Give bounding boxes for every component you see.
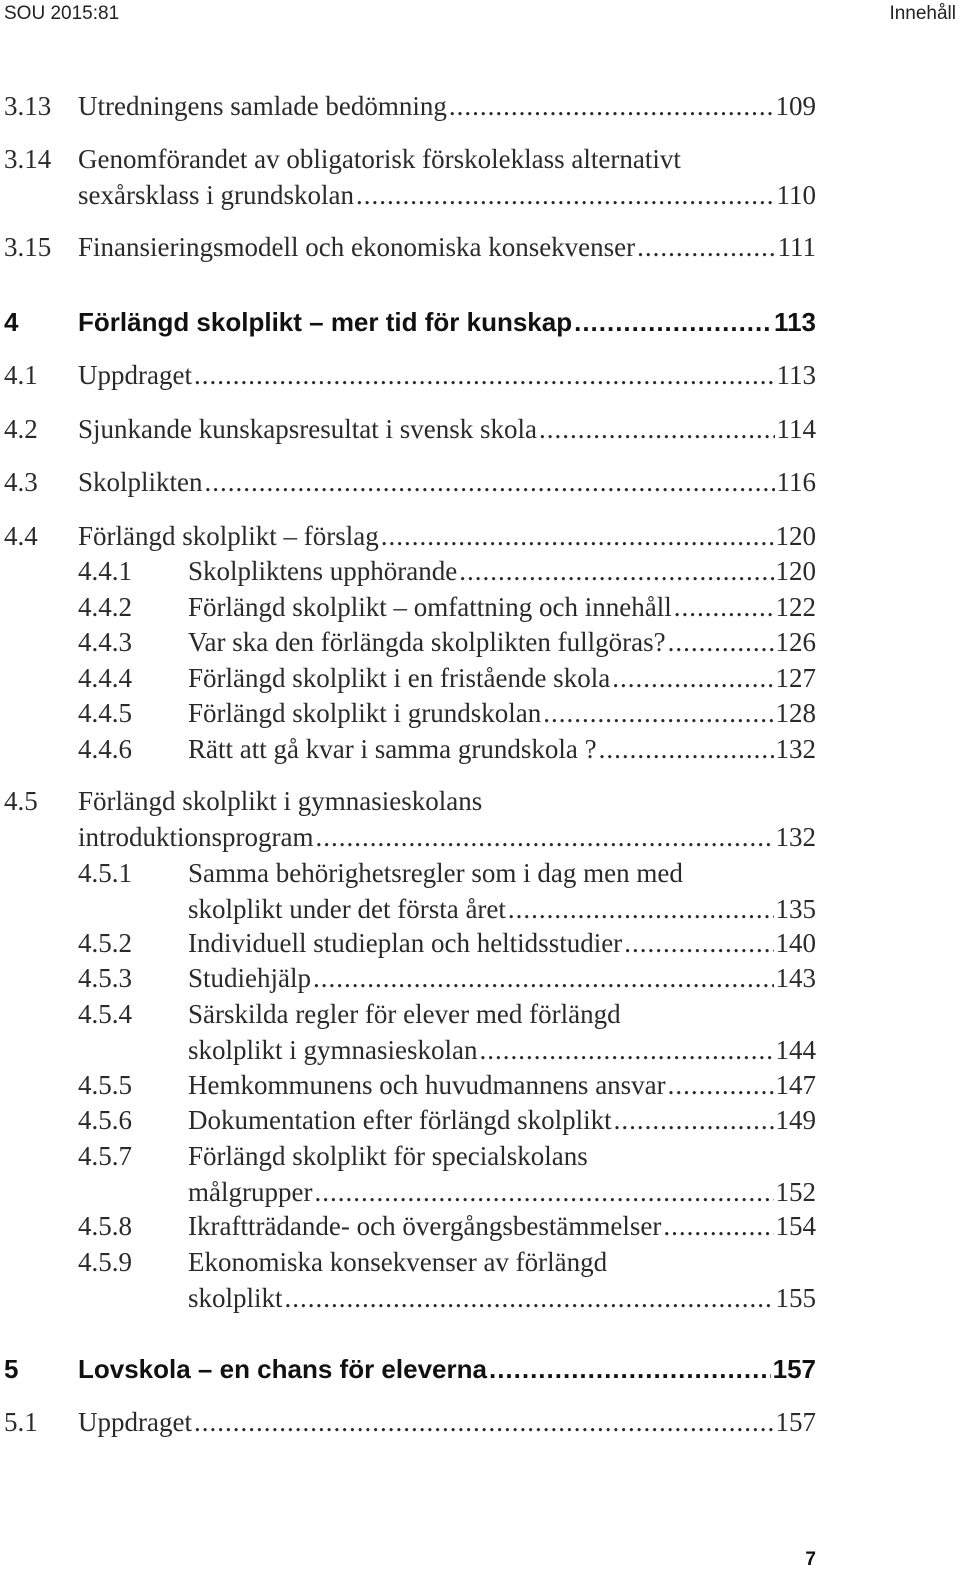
toc-leader-dots <box>480 1032 774 1068</box>
toc-entry-number: 5.1 <box>4 1407 38 1437</box>
toc-entry-number: 4 <box>4 307 19 337</box>
toc-leader-dots <box>314 1174 773 1210</box>
toc-leader-dots <box>543 695 773 731</box>
toc-entry-page: 155 <box>775 1283 816 1313</box>
toc-entry-page: 154 <box>775 1211 816 1241</box>
toc-leader-dots <box>489 1351 771 1387</box>
toc-entry-title: Var ska den förlängda skolplikten fullgöras? <box>188 627 666 657</box>
toc-entry-title: Uppdraget <box>78 1407 192 1437</box>
toc-entry-title: skolplikt i gymnasieskolan <box>188 1035 478 1065</box>
toc-entry[interactable] <box>188 1032 816 1068</box>
toc-entry-page: 152 <box>775 1177 816 1207</box>
toc-entry[interactable] <box>78 177 816 213</box>
toc-entry-title: Finansieringsmodell och ekonomiska konsekvenser <box>78 232 636 262</box>
toc-entry[interactable] <box>188 891 816 927</box>
toc-entry[interactable] <box>78 1351 816 1387</box>
toc-entry[interactable] <box>188 624 816 660</box>
toc-entry <box>188 996 816 1032</box>
toc-entry <box>188 1138 816 1174</box>
toc-entry[interactable] <box>188 925 816 961</box>
toc-entry-page: 122 <box>775 592 816 622</box>
toc-entry <box>78 783 816 819</box>
toc-entry-page: 109 <box>775 91 816 121</box>
toc-entry[interactable] <box>78 229 816 265</box>
toc-leader-dots <box>356 177 775 213</box>
toc-entry[interactable] <box>188 553 816 589</box>
toc-entry-number: 4.5.7 <box>78 1141 132 1171</box>
toc-entry-title: Hemkommunens och huvudmannens ansvar <box>188 1070 666 1100</box>
toc-leader-dots <box>194 1404 774 1440</box>
toc-entry[interactable] <box>188 589 816 625</box>
toc-entry-title: Skolpliktens upphörande <box>188 556 458 586</box>
toc-entry-page: 111 <box>777 232 816 262</box>
toc-entry-page: 110 <box>776 180 816 210</box>
toc-entry[interactable] <box>78 518 816 554</box>
page-number: 7 <box>805 1549 816 1570</box>
toc-entry <box>188 855 816 891</box>
toc-entry[interactable] <box>78 304 816 340</box>
toc-entry-page: 149 <box>775 1105 816 1135</box>
toc-leader-dots <box>614 1102 774 1138</box>
toc-entry-title: skolplikt under det första året <box>188 894 506 924</box>
toc-entry[interactable] <box>78 411 816 447</box>
toc-entry-number: 4.4.2 <box>78 592 132 622</box>
toc-entry-page: 157 <box>772 1354 816 1384</box>
toc-leader-dots <box>599 731 774 767</box>
toc-entry-page: 157 <box>775 1407 816 1437</box>
toc-entry[interactable] <box>78 88 816 124</box>
toc-leader-dots <box>574 304 772 340</box>
toc-entry-number: 4.5.2 <box>78 928 132 958</box>
toc-entry-number: 4.1 <box>4 360 38 390</box>
toc-leader-dots <box>539 411 775 447</box>
toc-entry-title: Förlängd skolplikt – mer tid för kunskap <box>78 307 573 337</box>
toc-entry-title: Förlängd skolplikt för specialskolans <box>188 1141 588 1171</box>
toc-entry-page: 140 <box>775 928 816 958</box>
running-header-left: SOU 2015:81 <box>4 3 120 24</box>
toc-entry-number: 4.3 <box>4 467 38 497</box>
toc-entry-page: 144 <box>775 1035 816 1065</box>
toc-entry-page: 114 <box>776 414 816 444</box>
toc-entry-page: 135 <box>775 894 816 924</box>
toc-entry-page: 128 <box>775 698 816 728</box>
toc-entry[interactable] <box>188 695 816 731</box>
toc-entry-title: Rätt att gå kvar i samma grundskola ? <box>188 734 597 764</box>
toc-entry-title: Förlängd skolplikt – förslag <box>78 521 379 551</box>
toc-entry-title: Studiehjälp <box>188 963 311 993</box>
toc-entry-number: 4.4.3 <box>78 627 132 657</box>
toc-entry-page: 113 <box>774 307 816 337</box>
toc-entry-number: 4.5.4 <box>78 999 132 1029</box>
toc-entry-number: 4.5.6 <box>78 1105 132 1135</box>
toc-entry-title: Uppdraget <box>78 360 192 390</box>
toc-leader-dots <box>315 819 773 855</box>
toc-entry-number: 4.5 <box>4 786 38 816</box>
toc-entry-page: 132 <box>775 822 816 852</box>
toc-entry-number: 4.5.5 <box>78 1070 132 1100</box>
toc-entry-title: Lovskola – en chans för eleverna <box>78 1354 487 1384</box>
toc-entry-number: 4.4.5 <box>78 698 132 728</box>
toc-leader-dots <box>381 518 774 554</box>
toc-entry-number: 4.4.1 <box>78 556 132 586</box>
toc-entry[interactable] <box>188 660 816 696</box>
toc-entry[interactable] <box>188 1280 816 1316</box>
toc-leader-dots <box>449 88 774 124</box>
toc-entry[interactable] <box>78 819 816 855</box>
toc-entry[interactable] <box>188 731 816 767</box>
toc-entry-title: Genomförandet av obligatorisk förskoleklass alternativt <box>78 144 681 174</box>
toc-entry-title: Förlängd skolplikt i grundskolan <box>188 698 542 728</box>
toc-entry-page: 127 <box>775 663 816 693</box>
toc-entry-number: 5 <box>4 1354 19 1384</box>
toc-entry-page: 113 <box>776 360 816 390</box>
toc-leader-dots <box>205 464 775 500</box>
toc-leader-dots <box>663 1208 773 1244</box>
toc-entry-page: 120 <box>775 521 816 551</box>
toc-leader-dots <box>508 891 774 927</box>
toc-entry-number: 3.14 <box>4 144 52 174</box>
toc-entry-page: 126 <box>775 627 816 657</box>
toc-entry-title: målgrupper <box>188 1177 313 1207</box>
toc-entry[interactable] <box>78 357 816 393</box>
toc-entry-page: 116 <box>776 467 816 497</box>
toc-leader-dots <box>637 229 775 265</box>
toc-entry-number: 3.15 <box>4 232 52 262</box>
toc-entry-title: Ikraftträdande- och övergångsbestämmelser <box>188 1211 662 1241</box>
toc-entry-title: sexårsklass i grundskolan <box>78 180 354 210</box>
toc-leader-dots <box>459 553 773 589</box>
toc-entry <box>78 141 816 177</box>
toc-entry <box>188 1244 816 1280</box>
toc-entry[interactable] <box>188 1174 816 1210</box>
toc-entry-title: Samma behörighetsregler som i dag men med <box>188 858 683 888</box>
toc-entry-title: Ekonomiska konsekvenser av förlängd <box>188 1247 608 1277</box>
toc-entry-page: 132 <box>775 734 816 764</box>
toc-entry-title: Utredningens samlade bedömning <box>78 91 447 121</box>
toc-entry-page: 120 <box>775 556 816 586</box>
toc-leader-dots <box>285 1280 774 1316</box>
toc-entry-title: Förlängd skolplikt i en fristående skola <box>188 663 611 693</box>
toc-entry-title: Skolplikten <box>78 467 203 497</box>
toc-entry-title: Dokumentation efter förlängd skolplikt <box>188 1105 612 1135</box>
toc-entry-page: 147 <box>775 1070 816 1100</box>
toc-entry[interactable] <box>78 464 816 500</box>
toc-entry-number: 4.4 <box>4 521 38 551</box>
toc-leader-dots <box>612 660 773 696</box>
toc-leader-dots <box>194 357 775 393</box>
toc-entry[interactable] <box>188 1102 816 1138</box>
toc-entry-number: 4.2 <box>4 414 38 444</box>
toc-entry-number: 4.5.1 <box>78 858 132 888</box>
toc-entry-title: Särskilda regler för elever med förlängd <box>188 999 621 1029</box>
toc-leader-dots <box>624 925 773 961</box>
toc-entry-title: Förlängd skolplikt i gymnasieskolans <box>78 786 483 816</box>
toc-entry-page: 143 <box>775 963 816 993</box>
toc-entry[interactable] <box>188 1067 816 1103</box>
toc-entry-title: Individuell studieplan och heltidsstudier <box>188 928 623 958</box>
toc-entry[interactable] <box>188 1208 816 1244</box>
toc-leader-dots <box>674 589 774 625</box>
toc-entry[interactable] <box>188 960 816 996</box>
toc-entry-title: Förlängd skolplikt – omfattning och innehåll <box>188 592 672 622</box>
toc-entry-number: 4.5.9 <box>78 1247 132 1277</box>
toc-leader-dots <box>668 1067 774 1103</box>
toc-entry-number: 4.5.3 <box>78 963 132 993</box>
toc-entry-title: skolplikt <box>188 1283 283 1313</box>
toc-entry-number: 4.4.6 <box>78 734 132 764</box>
toc-entry-number: 4.5.8 <box>78 1211 132 1241</box>
toc-leader-dots <box>313 960 774 996</box>
running-header-right: Innehåll <box>889 3 956 24</box>
toc-entry-title: Sjunkande kunskapsresultat i svensk skola <box>78 414 537 444</box>
toc-entry-number: 3.13 <box>4 91 52 121</box>
toc-entry[interactable] <box>78 1404 816 1440</box>
toc-entry-number: 4.4.4 <box>78 663 132 693</box>
toc-entry-title: introduktionsprogram <box>78 822 314 852</box>
toc-leader-dots <box>668 624 774 660</box>
